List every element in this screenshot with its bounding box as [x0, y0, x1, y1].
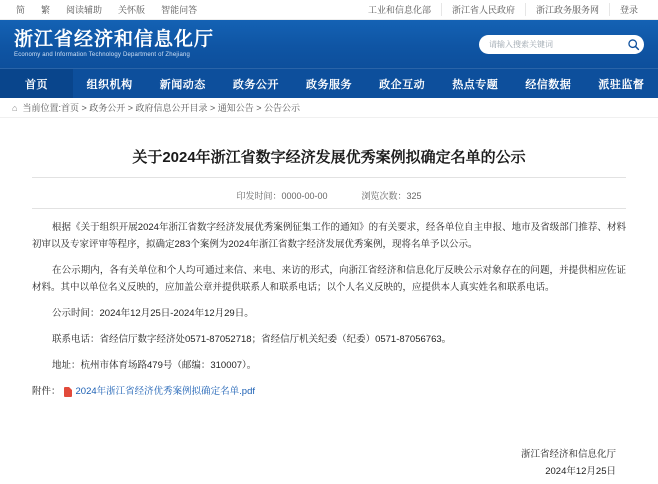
- site-name-cn: 浙江省经济和信息化厅: [14, 28, 215, 50]
- page-title: 关于2024年浙江省数字经济发展优秀案例拟确定名单的公示: [132, 149, 526, 166]
- nav-item-gov-services[interactable]: 政务服务: [305, 78, 352, 91]
- nav-item-home[interactable]: 首页: [0, 69, 73, 98]
- zhejiang-gov-link[interactable]: 浙江省人民政府: [441, 3, 525, 16]
- site-name-en: Economy and Information Technology Department of Zhejiang: [14, 51, 191, 58]
- paragraph: 公示时间：2024年12月25日-2024年12月29日。: [52, 308, 254, 319]
- nav-item-gov-affairs-open[interactable]: 政务公开: [232, 78, 279, 91]
- site-logo[interactable]: [14, 29, 214, 60]
- paragraph: 根据《关于组织开展2024年浙江省数字经济发展优秀案例征集工作的通知》的有关要求，经各单位自主申报、地市及省级部门推荐、材料初审以及专家评审等程序，拟确定283个案例为2024年浙江省数字经济发展优秀案例，现将名单予以公示。: [32, 222, 626, 250]
- top-utility-bar: [0, 0, 658, 20]
- site-banner: [0, 20, 658, 68]
- accessibility-version-link[interactable]: 关怀版: [118, 5, 146, 15]
- nav-item-organization[interactable]: 组织机构: [86, 78, 133, 91]
- document-signature: [32, 446, 626, 480]
- zhejiang-service-net-link[interactable]: 浙江政务服务网: [525, 3, 609, 16]
- publish-time: [236, 189, 327, 202]
- paragraph: 地址：杭州市体育场路479号（邮编：310007）。: [52, 360, 257, 371]
- signature-date: 2024年12月25日: [545, 466, 616, 477]
- topbar-left-group: [0, 3, 205, 16]
- lang-traditional-link[interactable]: 繁: [41, 5, 51, 15]
- view-count-label: 浏览次数：: [361, 191, 407, 201]
- login-link[interactable]: 登录: [609, 3, 648, 16]
- topbar-right-group: [358, 3, 658, 16]
- breadcrumb: [0, 98, 658, 118]
- breadcrumb-text[interactable]: 当前位置:首页 > 政务公开 > 政府信息公开目录 > 通知公告 > 公告公示: [22, 103, 300, 113]
- miit-link[interactable]: 工业和信息化部: [367, 5, 431, 15]
- document-content: [0, 118, 658, 480]
- nav-item-news[interactable]: 新闻动态: [159, 78, 206, 91]
- nav-item-gov-enterprise[interactable]: 政企互动: [379, 78, 426, 91]
- document-body: [32, 219, 626, 400]
- publish-time-value: 0000-00-00: [281, 191, 328, 201]
- search-input[interactable]: [489, 40, 625, 49]
- pdf-file-icon: [64, 387, 72, 397]
- search-icon: [627, 38, 640, 51]
- nav-item-economic-data[interactable]: 经信数据: [525, 78, 572, 91]
- paragraph: 联系电话：省经信厅数字经济处0571-87052718；省经信厅机关纪委（纪委）0571-87056763。: [52, 334, 452, 345]
- reading-assist-link[interactable]: 阅读辅助: [66, 5, 103, 15]
- lang-simplified-link[interactable]: 简: [16, 5, 26, 15]
- main-nav: [0, 68, 658, 98]
- attachment-row: [32, 383, 626, 400]
- home-icon: ⌂: [12, 102, 18, 113]
- publish-time-label: 印发时间：: [236, 191, 282, 201]
- view-count: [362, 189, 422, 202]
- smart-qa-link[interactable]: 智能问答: [161, 5, 198, 15]
- view-count-value: 325: [406, 191, 422, 201]
- meta-divider: [32, 208, 626, 209]
- paragraph: 在公示期内，各有关单位和个人均可通过来信、来电、来访的形式，向浙江省经济和信息化厅反映公示对象存在的问题，并提供相应佐证材料。其中以单位名义反映的，应加盖公章并提供联系人和联系电话；以个人名义反映的，应提供本人真实姓名和联系电话。: [32, 265, 626, 293]
- document-meta: [32, 177, 626, 208]
- search-button[interactable]: [625, 36, 642, 53]
- nav-item-supervision[interactable]: 派驻监督: [598, 78, 645, 91]
- attachment-link[interactable]: 2024年浙江省经济优秀案例拟确定名单.pdf: [75, 386, 255, 397]
- search-box[interactable]: [479, 35, 644, 54]
- signature-org: 浙江省经济和信息化厅: [520, 449, 616, 460]
- nav-item-hot-topics[interactable]: 热点专题: [452, 78, 499, 91]
- attachment-label: 附件：: [32, 386, 61, 397]
